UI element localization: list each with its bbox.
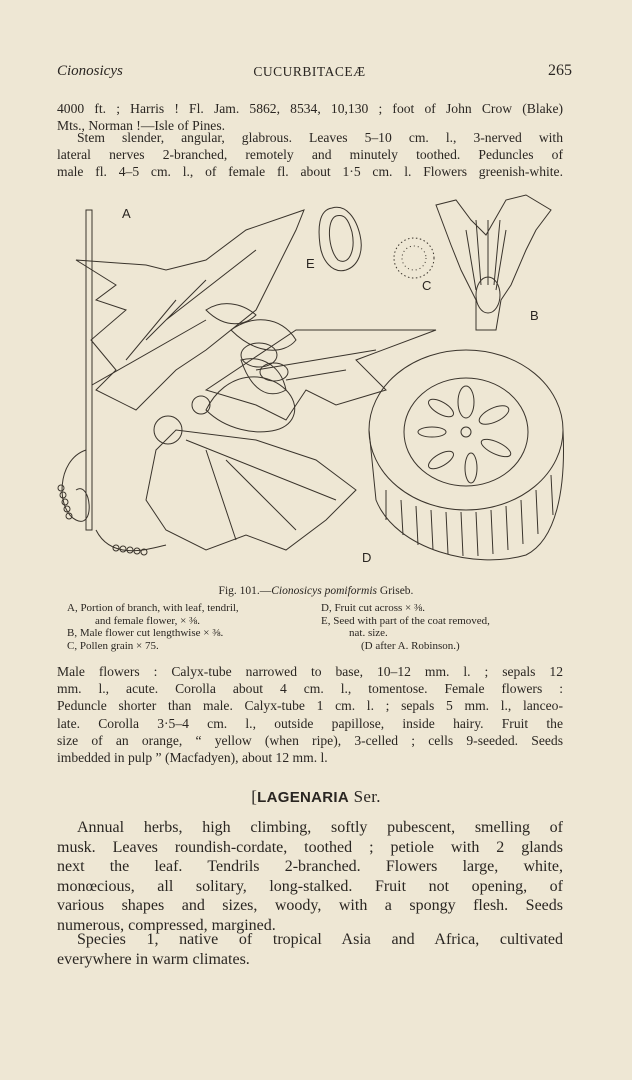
flowers-paragraph — [57, 663, 563, 766]
figure-b-male-flower — [436, 195, 551, 330]
fruit-seeds — [418, 386, 513, 483]
text-line: musk. Leaves roundish-cordate, toothed ; petiole with 2 glands — [57, 838, 563, 856]
text-line: lateral nerves 2-branched, remotely and minutely toothed. Peduncles of — [57, 147, 563, 163]
figure-e-seed — [306, 207, 361, 271]
text-line: Peduncle shorter than male. Calyx-tube 1 cm. l. ; sepals 5 mm. l., lanceo- — [57, 698, 563, 714]
text-line: various shapes and sizes, woody, with a spongy flesh. Seeds — [57, 897, 563, 915]
legend-line: nat. size. — [349, 627, 388, 640]
figure-c-pollen — [394, 238, 434, 293]
text-line: next the leaf. Tendrils 2-branched. Flowers large, white, — [57, 858, 563, 876]
text-line: numerous, compressed, margined. — [57, 916, 276, 934]
text-line: Species 1, native of tropical Asia and Africa, cultivated — [77, 931, 563, 948]
stem-paragraph — [57, 129, 563, 181]
legend-line: C, Pollen grain × 75. — [67, 639, 159, 652]
text-line: everywhere in warm climates. — [57, 950, 250, 968]
legend-line: E, Seed with part of the coat removed, — [321, 614, 490, 627]
legend-line: and female flower, × ⅜. — [95, 614, 201, 627]
caption-species: Cionosicys pomiformis — [271, 585, 378, 597]
text-line: size of an orange, “ yellow (when ripe), 3-celled ; cells 9-seeded. Seeds — [57, 732, 563, 748]
tendril-coil — [58, 485, 147, 555]
text-line: male fl. 4–5 cm. l., of female fl. about 1·5 cm. l. Flowers greenish-white. — [57, 164, 563, 180]
label-d: D — [362, 550, 372, 565]
text-line: imbedded in pulp ” (Macfadyen), about 12 mm. l. — [57, 750, 328, 766]
label-c: C — [422, 278, 432, 293]
label-e: E — [306, 256, 315, 271]
legend-line: B, Male flower cut lengthwise × ⅜. — [67, 627, 224, 640]
label-b: B — [530, 308, 539, 323]
genus-bracket: [ — [251, 787, 258, 806]
legend-line: A, Portion of branch, with leaf, tendril, — [67, 602, 239, 614]
figure-d-fruit — [362, 350, 564, 565]
legend-left-column — [67, 602, 239, 652]
legend-line: D, Fruit cut across × ⅜. — [321, 602, 425, 614]
text-line: Male flowers : Calyx-tube narrowed to base, 10–12 mm. l. ; sepals 12 — [57, 664, 563, 679]
text-line: Mts., Norman !—Isle of Pines. — [57, 118, 226, 134]
genus-heading — [0, 787, 632, 807]
text-line: late. Corolla 3·5–4 cm. l., outside papillose, inside hairy. Fruit the — [57, 715, 563, 731]
text-line: monœcious, all solitary, long-stalked. Fruit not opening, of — [57, 877, 563, 895]
botanical-illustration — [56, 190, 568, 580]
figure-caption-title — [0, 585, 632, 597]
text-line: Annual herbs, high climbing, softly pubescent, smelling of — [77, 819, 563, 836]
label-a: A — [122, 206, 131, 221]
text-line: mm. l., acute. Corolla about 4 cm. l., tomentose. Female flowers : — [57, 681, 563, 697]
page-number: 265 — [548, 62, 572, 79]
text-line: Stem slender, angular, glabrous. Leaves 5–10 cm. l., 3-nerved with — [77, 130, 563, 145]
caption-suffix: Griseb. — [377, 585, 414, 597]
legend-line: (D after A. Robinson.) — [361, 639, 460, 652]
caption-prefix: Fig. 101.— — [218, 585, 272, 597]
illustration-svg — [56, 190, 568, 580]
species-paragraph — [57, 930, 563, 969]
running-head-family: CUCURBITACEÆ — [253, 64, 366, 79]
legend-right-column — [321, 602, 490, 652]
running-head — [57, 62, 572, 83]
figure-a-branch — [58, 206, 436, 555]
text-line: 4000 ft. ; Harris ! Fl. Jam. 5862, 8534, 10,130 ; foot of John Crow (Blake) — [57, 101, 563, 116]
genus-name: LAGENARIA — [257, 789, 350, 806]
running-head-genus: Cionosicys — [57, 63, 123, 79]
genus-author: Ser. — [349, 787, 381, 806]
genus-description — [57, 818, 563, 936]
